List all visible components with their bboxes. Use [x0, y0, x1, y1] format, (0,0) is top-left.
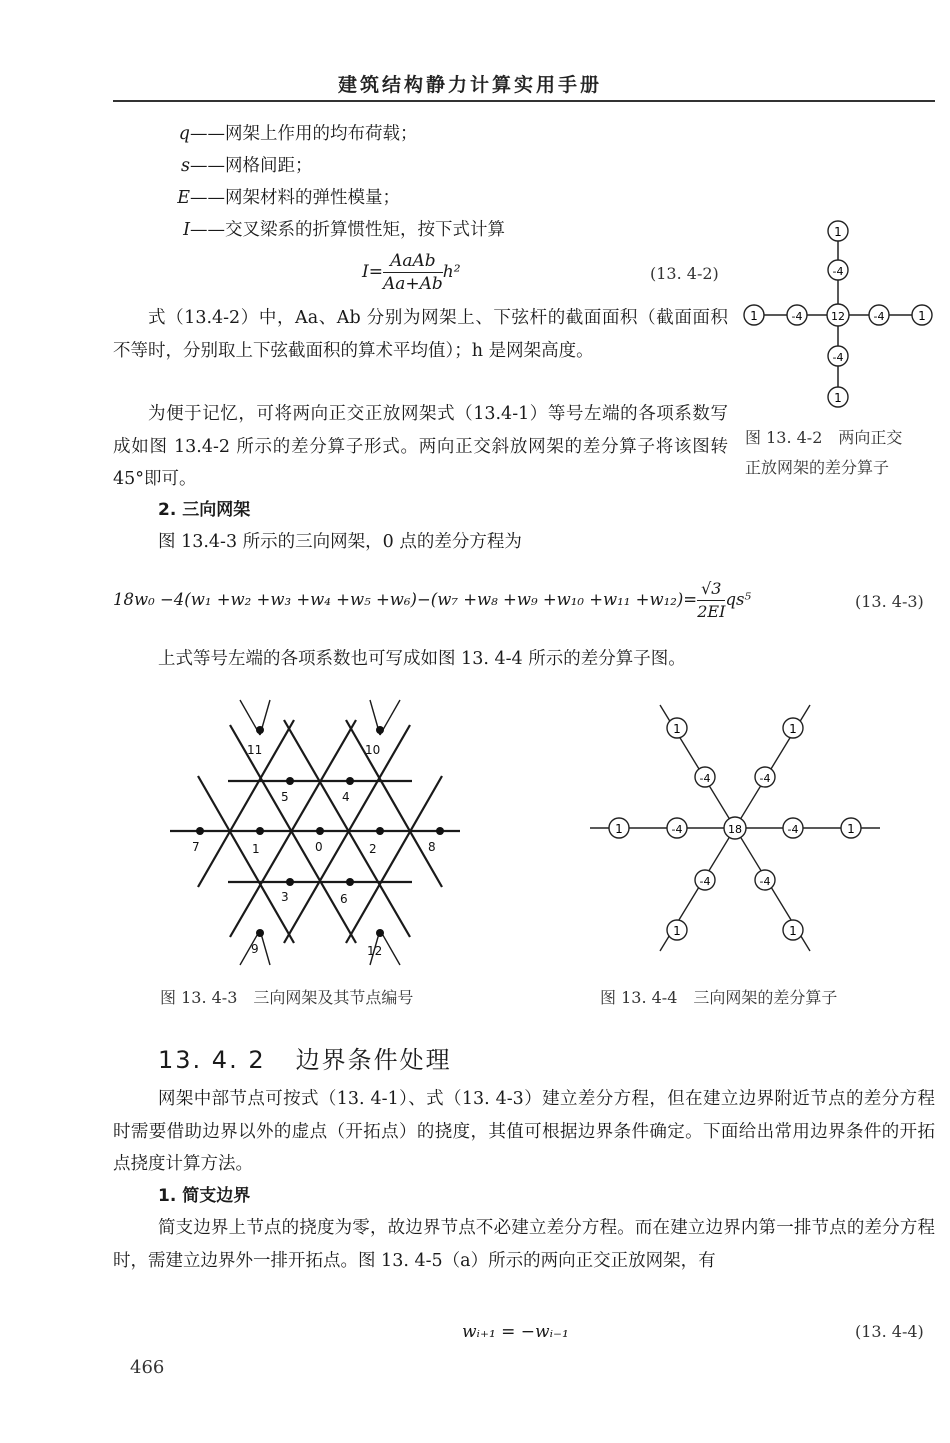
figure-13-4-3 [160, 695, 480, 970]
definition-symbol: E [177, 188, 190, 208]
svg-text:1: 1 [789, 924, 797, 938]
grid-label-6: 6 [340, 892, 348, 906]
paragraph-1: 式（13.4-2）中，Aa、Ab 分别为网架上、下弦杆的截面面积（截面面积不等时，分别取上下弦截面积的算术平均值）；h 是网架高度。 [113, 308, 728, 361]
op3-node-center [724, 817, 746, 839]
eq2-tail: h² [442, 262, 461, 282]
grid-label-1: 1 [252, 842, 260, 856]
svg-text:1: 1 [673, 924, 681, 938]
paragraph-6: 简支边界上节点的挠度为零，故边界节点不必建立差分方程。而在建立边界内第一排节点的差分方程时，需建立边界外一排开拓点。图 13. 4-5（a）所示的两向正交正放网架，有 [113, 1218, 935, 1271]
fig4-caption: 图 13. 4-4 三向网架的差分算子 [600, 988, 838, 1007]
operator-node-left-outer [744, 305, 764, 325]
page-number: 466 [130, 1357, 165, 1378]
svg-text:-4: -4 [671, 823, 683, 836]
op3-node-lr-inner [755, 870, 775, 890]
definition-s [140, 150, 313, 182]
grid-label-0: 0 [315, 840, 323, 854]
definition-text: ——网架材料的弹性模量； [190, 188, 400, 208]
eq3-number: (13. 4-3) [855, 592, 924, 611]
paragraph-5: 网架中部节点可按式（13. 4-1）、式（13. 4-3）建立差分方程，但在建立边界附近节点的差分方程时需要借助边界以外的虚点（开拓点）的挠度，其值可根据边界条件确定。下面给出常用边界条件的开拓点挠度计算方法。 [113, 1089, 935, 1174]
heading-simple-support: 1. 简支边界 [158, 1186, 251, 1206]
grid-label-2: 2 [369, 842, 377, 856]
op3-node-lr-outer [783, 920, 803, 940]
op3-node-left-inner [667, 818, 687, 838]
svg-text:1: 1 [847, 822, 855, 836]
svg-text:-4: -4 [699, 875, 711, 888]
section-heading [158, 1040, 452, 1075]
equation-13-4-4: wᵢ₊₁ = −wᵢ₋₁ [462, 1322, 569, 1342]
grid-label-8: 8 [428, 840, 436, 854]
eq3-numerator: √3 [697, 578, 725, 601]
grid-label-9: 9 [251, 942, 259, 956]
operator-node-bottom-inner [828, 346, 848, 366]
svg-text:1: 1 [834, 225, 842, 239]
svg-text:-4: -4 [759, 875, 771, 888]
eq2-denominator: Aa+Ab [382, 274, 443, 294]
equation-13-4-3 [113, 578, 751, 623]
op3-node-left-outer [609, 818, 629, 838]
fig3-caption: 图 13. 4-3 三向网架及其节点编号 [160, 988, 414, 1007]
svg-text:1: 1 [750, 309, 758, 323]
eq3-tail: qs⁵ [725, 590, 752, 609]
fig2-caption-line1: 图 13. 4-2 两向正交 [745, 428, 903, 447]
grid-label-12: 12 [367, 944, 383, 958]
grid-label-11: 11 [247, 743, 263, 757]
op3-node-ul-outer [667, 718, 687, 738]
svg-text:1: 1 [918, 309, 926, 323]
svg-text:-4: -4 [791, 310, 803, 323]
section-number: 13. 4. 2 [158, 1046, 266, 1074]
paragraph-4: 上式等号左端的各项系数也可写成如图 13. 4-4 所示的差分算子图。 [158, 649, 686, 669]
definition-text: ——交叉梁系的折算惯性矩，按下式计算 [190, 220, 505, 240]
op3-node-ll-inner [695, 870, 715, 890]
svg-text:18: 18 [728, 823, 742, 836]
eq2-number: (13. 4-2) [650, 264, 719, 283]
svg-text:-4: -4 [759, 772, 771, 785]
svg-text:-4: -4 [787, 823, 799, 836]
operator-node-right-outer [912, 305, 932, 325]
svg-text:-4: -4 [832, 351, 844, 364]
eq3-lhs: 18w₀ −4(w₁ +w₂ +w₃ +w₄ +w₅ +w₆)−(w₇ +w₈ +w₉ +w₁₀ +w₁₁ +w₁₂)= [113, 590, 698, 609]
op3-node-ul-inner [695, 767, 715, 787]
svg-text:-4: -4 [873, 310, 885, 323]
svg-text:1: 1 [615, 822, 623, 836]
operator-node-right-inner [869, 305, 889, 325]
definition-q [140, 118, 418, 150]
svg-text:-4: -4 [699, 772, 711, 785]
op3-node-right-inner [783, 818, 803, 838]
eq3-fraction [697, 578, 725, 623]
header-rule [113, 100, 935, 102]
op3-node-right-outer [841, 818, 861, 838]
grid-label-7: 7 [192, 840, 200, 854]
operator-node-left-inner [787, 305, 807, 325]
op3-node-ll-outer [667, 920, 687, 940]
definition-symbol: s [181, 156, 190, 176]
equation-13-4-2 [362, 250, 461, 295]
figure-13-4-2 [738, 215, 938, 415]
svg-text:1: 1 [789, 722, 797, 736]
grid-label-5: 5 [281, 790, 289, 804]
definition-symbol: q [178, 124, 190, 144]
eq2-lhs: I= [362, 262, 383, 282]
operator-node-top-inner [828, 260, 848, 280]
svg-text:-4: -4 [832, 265, 844, 278]
running-header: 建筑结构静力计算实用手册 [337, 74, 602, 96]
eq3-denominator: 2EI [697, 602, 726, 621]
fig2-caption-line2: 正放网架的差分算子 [745, 458, 890, 477]
svg-text:1: 1 [834, 391, 842, 405]
definition-I [140, 214, 505, 246]
svg-text:12: 12 [831, 310, 845, 323]
paragraph-3: 图 13.4-3 所示的三向网架，0 点的差分方程为 [158, 532, 522, 552]
heading-three-way-grid: 2. 三向网架 [158, 500, 251, 520]
grid-label-4: 4 [342, 790, 350, 804]
figure-13-4-4 [585, 700, 885, 960]
eq2-numerator: AaAb [383, 250, 443, 273]
eq4-number: (13. 4-4) [855, 1322, 924, 1341]
section-title: 边界条件处理 [295, 1046, 452, 1074]
operator-node-center [827, 304, 849, 326]
operator-node-bottom-outer [828, 387, 848, 407]
grid-label-3: 3 [281, 890, 289, 904]
op3-node-ur-outer [783, 718, 803, 738]
operator-node-top-outer [828, 221, 848, 241]
op3-node-ur-inner [755, 767, 775, 787]
definition-E [140, 182, 400, 214]
grid-label-10: 10 [365, 743, 381, 757]
eq2-fraction [383, 250, 443, 295]
definition-text: ——网格间距； [190, 156, 313, 176]
definition-text: ——网架上作用的均布荷载； [190, 124, 418, 144]
definition-symbol: I [183, 220, 190, 240]
paragraph-2: 为便于记忆，可将两向正交正放网架式（13.4-1）等号左端的各项系数写成如图 13.4-2 所示的差分算子形式。两向正交斜放网架的差分算子将该图转 45°即可。 [113, 404, 728, 489]
svg-text:1: 1 [673, 722, 681, 736]
